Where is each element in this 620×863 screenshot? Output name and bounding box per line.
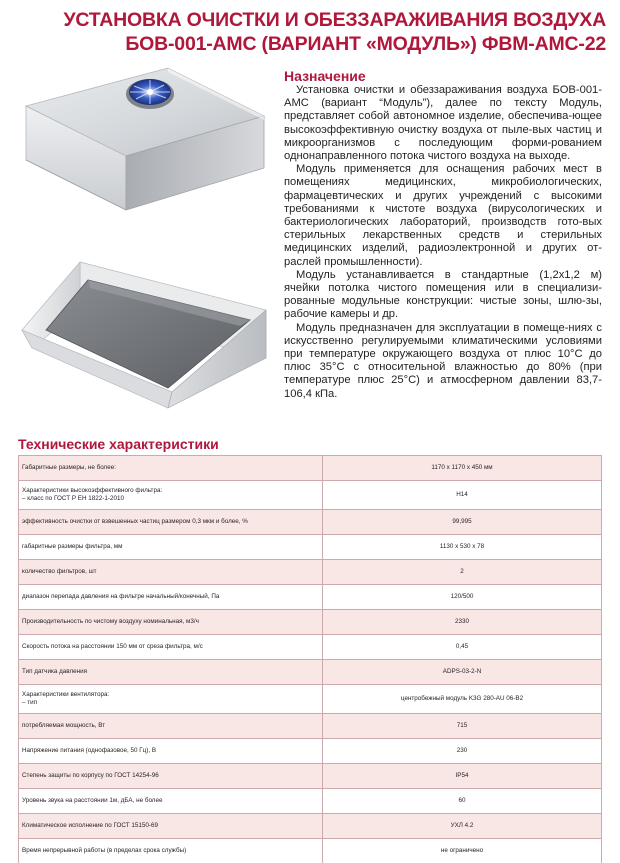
table-row [19,839,602,863]
param-sub-label: – класс по ГОСТ Р ЕН 1822-1-2010 [22,495,125,502]
param-sub-label: – тип [22,699,38,706]
table-row [19,739,602,764]
table-row [19,714,602,739]
product-photo-top [18,64,270,214]
purpose-heading: Назначение [284,68,366,84]
param-label: Степень защиты по корпусу по ГОСТ 14254-96 [22,772,159,779]
param-cell [19,560,323,585]
value-cell: 99,995 [323,510,602,535]
purpose-paragraph: Модуль устанавливается в стандартные (1,2х1,2 м) ячейки потолка чистого помещения или в специализи-рованные модульные конструкции: чистые зоны, шлю-зы, рабочие камеры и др. [284,268,602,321]
value-cell: 715 [323,714,602,739]
value-cell: 2 [323,560,602,585]
value-cell: 1130 х 530 х 78 [323,535,602,560]
value-cell: 60 [323,789,602,814]
purpose-paragraph: Модуль применяется для оснащения рабочих мест в помещениях медицинских, микробиологических, фармацевтических и других учреждений с высокими требованиями к чистоте воздуха (вирусологических и бактериологических лабораторий, производств гото-вых стерильных лекарственных средств и стерильных медицинских изделий, радиоэлектронной и других от-раслей промышленности). [284,163,602,268]
value-cell: ADPS-03-2-N [323,660,602,685]
param-cell [19,481,323,510]
value-cell: УХЛ 4.2 [323,814,602,839]
param-cell [19,814,323,839]
value-cell: 1170 х 1170 х 450 мм [323,456,602,481]
param-label: Время непрерывной работы (в пределах срока службы) [22,847,187,854]
value-cell: не ограничено [323,839,602,863]
param-label: диапазон перепада давления на фильтре начальный/конечный, Па [22,593,220,600]
tech-heading: Технические характеристики [18,436,219,452]
param-cell [19,739,323,764]
value-cell: 2330 [323,610,602,635]
table-row [19,535,602,560]
param-cell [19,839,323,863]
value-cell: центробежный модуль K3G 280-AU 06-B2 [323,685,602,714]
table-row [19,660,602,685]
param-cell [19,535,323,560]
value-cell: Н14 [323,481,602,510]
purpose-paragraph: Модуль предназначен для эксплуатации в помеще-ниях с искусственно регулируемыми климатическими условиями при температуре окружающего воздуха от плюс 10°С до плюс 35°С с относительной влажностью до 80% (при температуре плюс 25°С) и атмосферном давлении 83,7-106,4 кПа. [284,321,602,400]
value-cell: 0,45 [323,635,602,660]
value-cell: 120/500 [323,585,602,610]
param-cell [19,585,323,610]
page-title-line-2: БОВ-001-АМС (ВАРИАНТ «МОДУЛЬ») ФВМ-АМС-22 [125,33,606,55]
param-cell [19,610,323,635]
value-cell: 230 [323,739,602,764]
param-label: Характеристики высокоэффективного фильтра: [22,487,163,494]
table-row [19,610,602,635]
table-row [19,789,602,814]
table-row [19,481,602,510]
table-row [19,510,602,535]
param-label: Характеристики вентилятора: [22,691,110,698]
param-label: потребляемая мощность, Вт [22,722,106,729]
value-cell: IP54 [323,764,602,789]
param-label: Климатическое исполнение по ГОСТ 15150-69 [22,822,158,829]
table-row [19,814,602,839]
param-cell [19,789,323,814]
purpose-paragraph: Установка очистки и обеззараживания воздуха БОВ-001-АМС (вариант “Модуль”), далее по тексту Модуль, представляет собой автономное изделие, обеспечива-ющее высокоэффективную очистку воздуха от пыле-вых частиц и микроорганизмов с последующим форми-рованием однонаправленного потока чистого воздуха на выходе. [284,84,602,163]
param-cell [19,764,323,789]
table-row [19,635,602,660]
param-cell [19,660,323,685]
specs-table [18,455,602,863]
param-label: Скорость потока на расстоянии 150 мм от среза фильтра, м/с [22,643,203,650]
param-label: Производительность по чистому воздуху номинальная, м3/ч [22,618,199,625]
param-label: Уровень звука на расстоянии 1м, дБА, не более [22,797,163,804]
table-row [19,456,602,481]
param-label: количество фильтров, шт [22,568,97,575]
param-cell [19,510,323,535]
table-row [19,585,602,610]
param-label: Напряжение питания (однофазовое, 50 Гц), В [22,747,157,754]
product-photo-bottom [18,240,270,410]
param-label: эффективность очистки от взвешенных частиц размером 0,3 мкм и более, % [22,518,248,525]
param-cell [19,685,323,714]
param-label: габаритные размеры фильтра, мм [22,543,123,550]
page-title-line-1: УСТАНОВКА ОЧИСТКИ И ОБЕЗЗАРАЖИВАНИЯ ВОЗДУХА [63,9,606,31]
param-label: Габаритные размеры, не более: [22,464,116,471]
param-cell [19,635,323,660]
param-cell [19,456,323,481]
param-cell [19,714,323,739]
param-label: Тип датчика давления [22,668,88,675]
purpose-description [284,84,602,401]
table-row [19,764,602,789]
table-row [19,685,602,714]
table-row [19,560,602,585]
